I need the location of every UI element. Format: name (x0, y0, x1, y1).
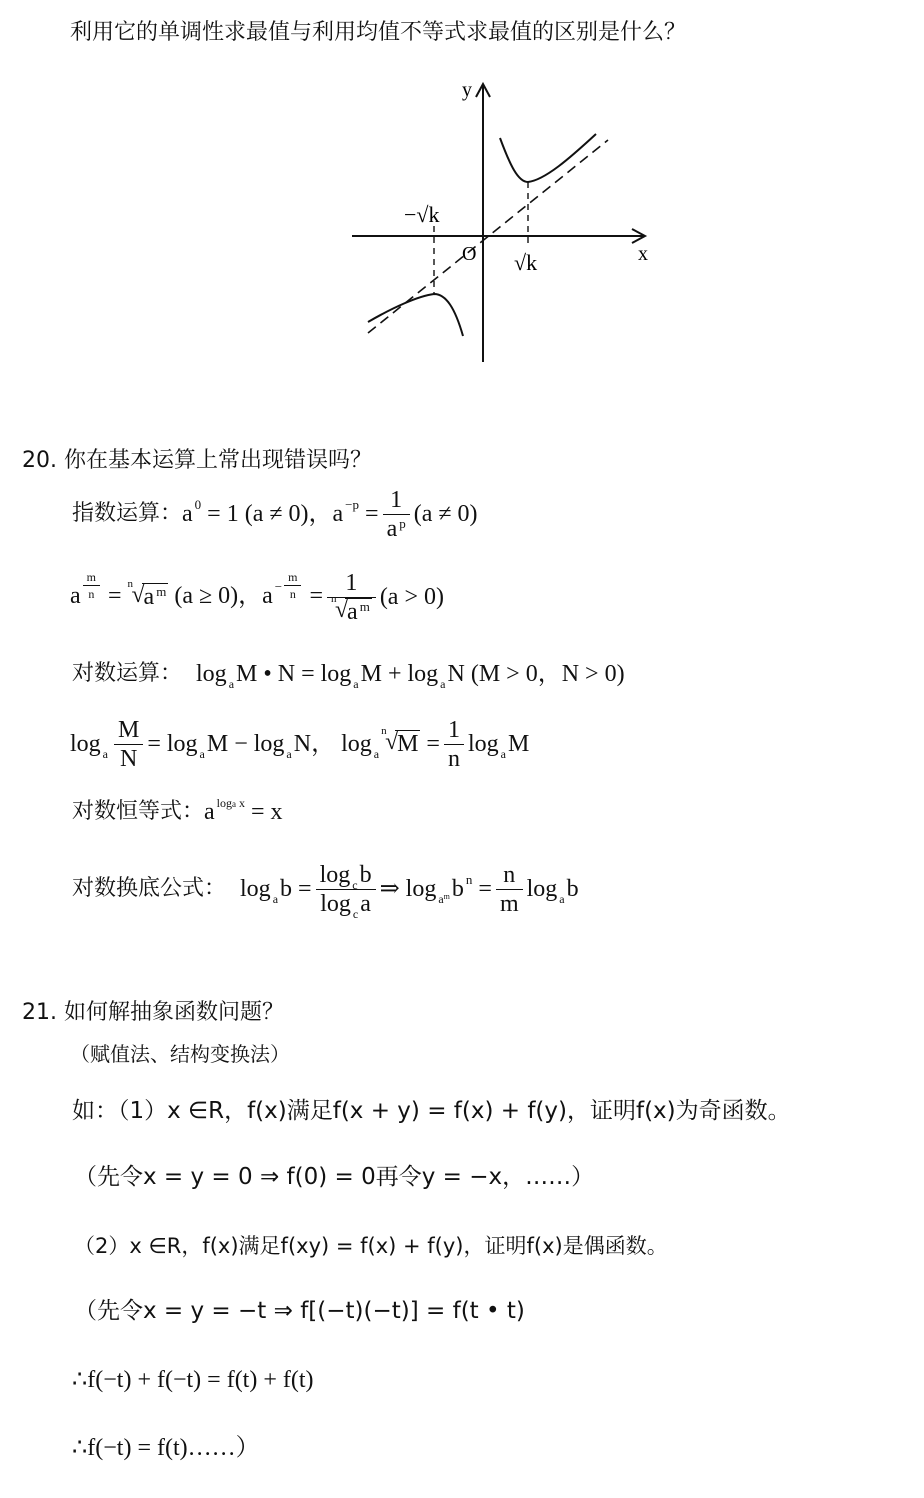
nth-root-am: n √ a $^m$ (127, 578, 167, 610)
change-base-fraction: $\frac{\log _cb}{\log _ca}$ (316, 863, 376, 916)
m-over-n: $\frac{M}{N}$ (114, 718, 143, 771)
x-label: x (638, 243, 648, 265)
exp-formula-1: a $^0$ = 1 (a ≠ 0)，a $^{-p}$ = (182, 497, 379, 527)
nth-root-m: n √ M (381, 725, 419, 757)
log-rule-quotient-root: log $_a$ $\frac{M}{N}$ = log $_a$M − log $_a$N， log $_a$ n √ M = $\frac{1}{n}$ log $_a$M (70, 716, 530, 772)
ineq-1: (a ≥ 0)，a − $\frac{m}{n}$ = (168, 569, 324, 609)
log-label: 对数运算： (72, 661, 183, 686)
inverse-root-fraction: 1 n √ a $^m$ (327, 571, 376, 624)
log-rule-product (72, 661, 625, 691)
hyperbola-graph (0, 60, 924, 440)
exponent-rules-row1 (72, 484, 478, 544)
q21-example-1: 如：（1）x ∈R，f(x)满足f(x + y) = f(x) + f(y)，证明f(x)为奇函数。 (72, 1098, 791, 1124)
log-identity (72, 796, 283, 825)
q21-title: 21. 如何解抽象函数问题？ (22, 1000, 284, 1025)
change-base-label: 对数换底公式： (72, 876, 227, 901)
q21-example-1-hint: （先令x = y = 0 ⇒ f(0) = 0再令y = −x，……） (74, 1164, 595, 1190)
q21-step-2: ∴f(−t) = f(t)……） (72, 1435, 260, 1461)
q20-title: 20. 你在基本运算上常出现错误吗？ (22, 448, 372, 473)
y-label: y (462, 79, 472, 101)
exp-fraction: $\frac{1}{a ^p}$ (383, 488, 410, 541)
change-of-base: 对数换底公式： log $_a$b = $\frac{\log _cb}{\log _ca}$ ⇒ log $_{a^m}$b $^n$ = $\frac{n}{m}$ log $_a$b (72, 861, 579, 921)
log-product-formula: log $_a$M • N = log $_a$M + log $_a$N (M > 0，N > 0) (196, 661, 625, 691)
exp-label: 指数运算： (72, 501, 183, 526)
q21-example-2-hint: （先令x = y = −t ⇒ f[(−t)(−t)] = f(t • t) (74, 1298, 525, 1324)
exp-formula-2: (a ≠ 0) (413, 501, 478, 527)
hyperbola-left-branch (368, 294, 463, 336)
one-over-n: $\frac{1}{n}$ (444, 718, 464, 771)
identity-formula: a $^{loga x}$ = x (204, 796, 283, 825)
a-frac-power: a $\frac{m}{n}$ = (70, 569, 122, 609)
origin-label: O (462, 243, 477, 265)
ineq-2: (a > 0) (379, 584, 444, 610)
question-19-tail: 利用它的单调性求最值与利用均值不等式求最值的区别是什么？ (70, 20, 687, 45)
q21-example-2: （2）x ∈R，f(x)满足f(xy) = f(x) + f(y)，证明f(x)是偶函数。 (74, 1234, 668, 1258)
q21-step-1: ∴f(−t) + f(−t) = f(t) + f(t) (72, 1367, 314, 1393)
hyperbola-right-branch (500, 134, 596, 182)
pos-sqrt-k-label: √k (514, 250, 538, 275)
q21-methods: （赋值法、结构变换法） (70, 1042, 290, 1066)
identity-label: 对数恒等式： (72, 799, 205, 824)
exponent-rules-row2 (70, 562, 444, 632)
n-over-m: $\frac{n}{m}$ (496, 863, 523, 916)
neg-sqrt-k-label: −√k (404, 202, 440, 227)
